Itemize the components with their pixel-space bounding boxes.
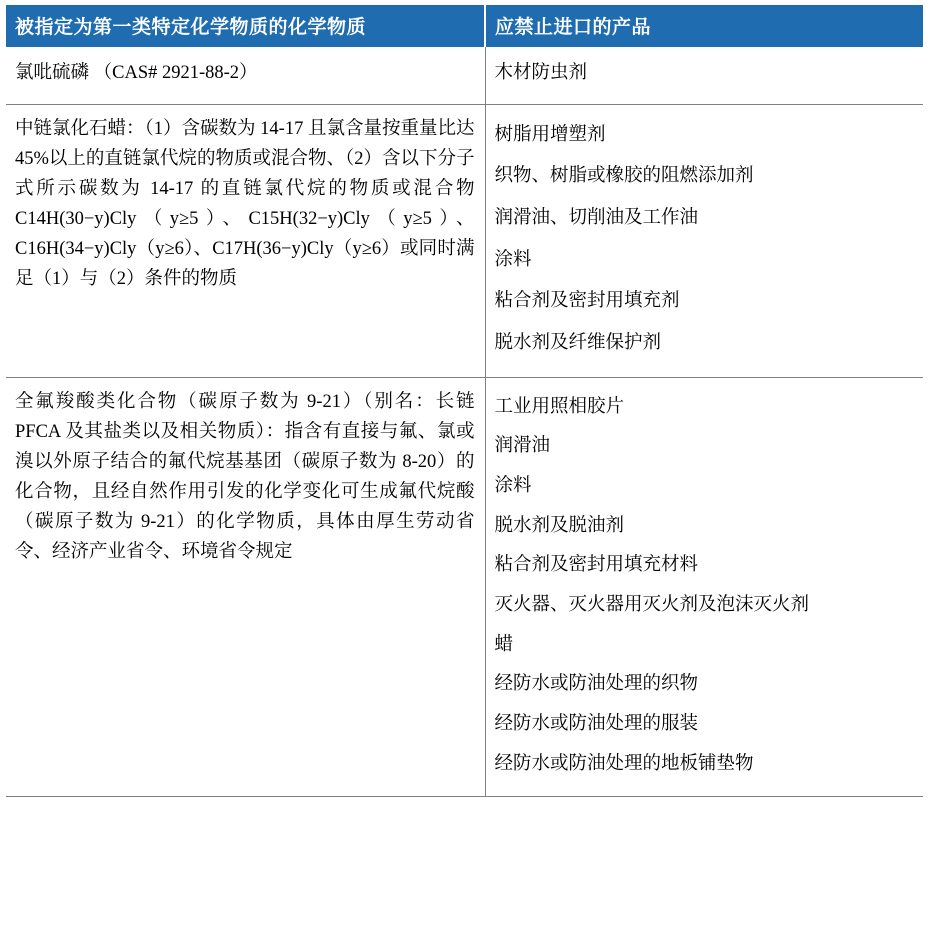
substance-text: 中链氯化石蜡：（1）含碳数为 14-17 且氯含量按重量比达 45%以上的直链氯代烷的物质或混合物、（2）含以下分子式所示碳数为 14-17 的直链氯代烷的物质或混合物 C14H(30−y)Cly（y≥5）、C15H(32−y)Cly（y≥5）、C16H(34−y)Cly（y≥6）、C17H(36−y)Cly（y≥6）或同时满足（1）与（2）条件的物质: [15, 118, 475, 289]
cell-substance: [6, 47, 485, 104]
product-item: 工业用照相胶片: [494, 396, 625, 417]
product-item: 粘合剂及密封用填充剂: [494, 291, 680, 312]
column-header-products: 应禁止进口的产品: [485, 5, 923, 47]
substance-text: 全氟羧酸类化合物（碳原子数为 9-21）（别名：长链 PFCA 及其盐类以及相关物质）：指含有直接与氟、氯或溴以外原子结合的氟代烷基基团（碳原子数为 8-20）的化合物，且经自然作用引发的化学变化可生成氟代烷酸（碳原子数为 9-21）的化学物质，具体由厚生劳动省令、经济产业省令、环境省令规定: [15, 391, 475, 562]
product-item: 润滑油: [494, 436, 551, 457]
column-header-substance: 被指定为第一类特定化学物质的化学物质: [6, 5, 485, 47]
product-item: 经防水或防油处理的织物: [494, 674, 699, 695]
product-item: 涂料: [494, 249, 532, 270]
table-row: [6, 104, 923, 377]
cell-substance: [6, 377, 485, 797]
table-header-row: [6, 5, 923, 47]
product-item: 灭火器、灭火器用灭火剂及泡沫灭火剂: [494, 595, 810, 616]
product-item: 蜡: [494, 634, 514, 655]
product-item: 织物、树脂或橡胶的阻燃添加剂: [494, 166, 754, 187]
product-item: 经防水或防油处理的服装: [494, 714, 699, 735]
cell-products: [485, 47, 923, 104]
cell-substance: [6, 104, 485, 377]
substance-text: 氯吡硫磷 （CAS# 2921-88-2）: [15, 63, 258, 83]
product-item: 木材防虫剂: [494, 63, 588, 83]
cell-products: [485, 104, 923, 377]
product-item: 脱水剂及纤维保护剂: [494, 333, 662, 354]
product-item: 脱水剂及脱油剂: [494, 515, 625, 536]
chemical-substances-table: [6, 5, 923, 797]
table-row: [6, 377, 923, 797]
product-item: 树脂用增塑剂: [494, 124, 606, 145]
cell-products: [485, 377, 923, 797]
product-item: 涂料: [494, 476, 532, 497]
table-row: [6, 47, 923, 104]
product-item: 经防水或防油处理的地板铺垫物: [494, 753, 754, 774]
product-item: 润滑油、切削油及工作油: [494, 208, 699, 229]
product-item: 粘合剂及密封用填充材料: [494, 555, 699, 576]
